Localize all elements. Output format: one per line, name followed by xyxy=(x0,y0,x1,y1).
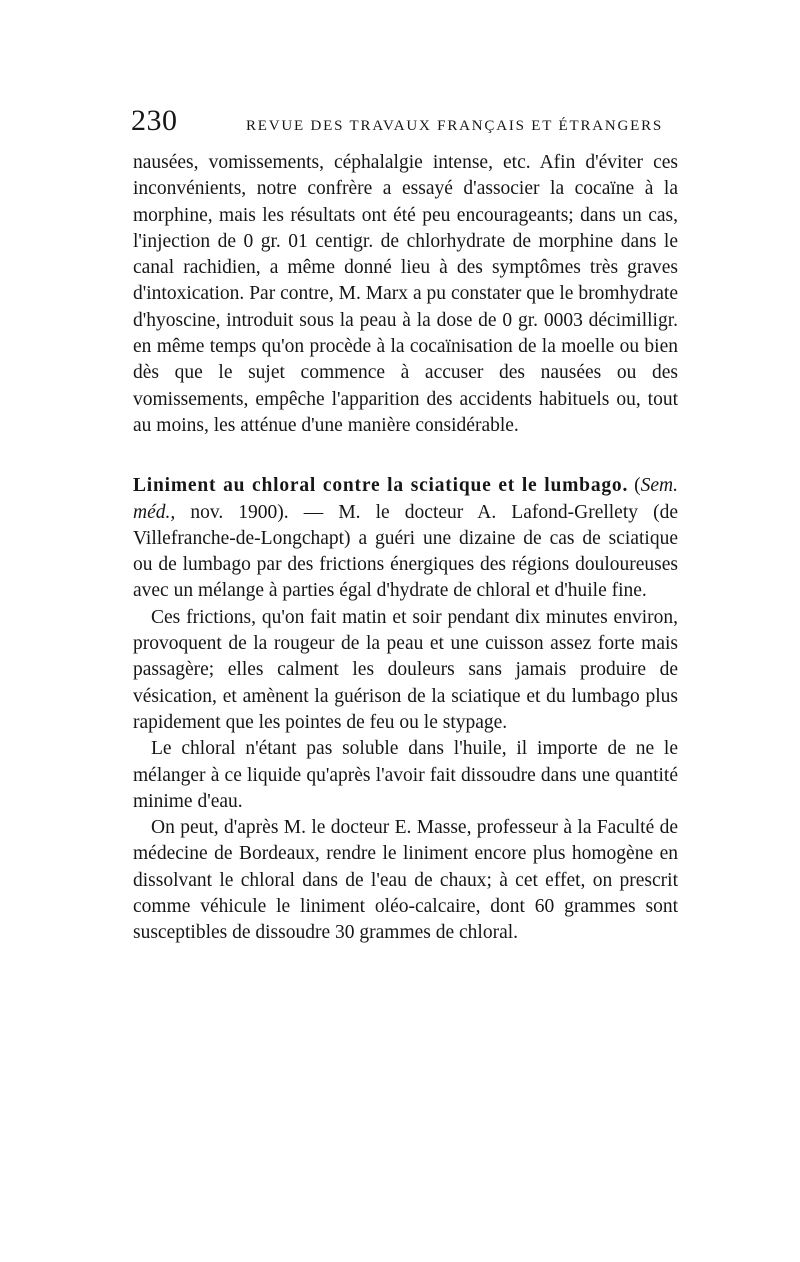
section-title: Liniment au chloral contre la sciatique et le lumbago. xyxy=(133,475,629,497)
running-head xyxy=(131,104,691,144)
section-intro-paragraph xyxy=(133,473,678,604)
source-open-paren: ( xyxy=(634,475,641,497)
chloral-liniment-section xyxy=(133,473,678,946)
section-intro-text: nov. 1900). — M. le docteur A. Lafond-Grellety (de Villefranche-de-Longchapt) a guéri une dizaine de cas de sciatique ou de lumbago par des frictions énergiques des régions douloureuses avec un mélange à parties égal d'hydrate de chloral et d'huile fine. xyxy=(133,501,678,602)
paragraph-solubility: Le chloral n'étant pas soluble dans l'huile, il importe de ne le mélanger à ce liquide qu'après l'avoir fait dissoudre dans une quantité minime d'eau. xyxy=(133,738,678,812)
paragraph-frictions: Ces frictions, qu'on fait matin et soir pendant dix minutes environ, provoquent de la rougeur de la peau et une cuisson assez forte mais passagère; elles calment les douleurs sans jamais produire de vésication, et amènent la guérison de la sciatique et du lumbago plus rapidement que les pointes de feu ou le stypage. xyxy=(133,606,678,733)
paragraph-masse: On peut, d'après M. le docteur E. Masse, professeur à la Faculté de médecine de Bordeaux, rendre le liniment encore plus homogène en dissolvant le chloral dans de l'eau de chaux; à cet effet, on prescrit comme véhicule le liniment oléo-calcaire, dont 60 grammes sont susceptibles de dissoudre 30 grammes de chloral. xyxy=(133,817,678,944)
continuation-paragraph: nausées, vomissements, céphalalgie intense, etc. Afin d'éviter ces inconvénients, notre confrère a essayé d'associer la cocaïne à la morphine, mais les résultats ont été peu encourageants; dans un cas, l'injection de 0 gr. 01 centigr. de chlorhydrate de morphine dans le canal rachidien, a même donné lieu à des symptômes très graves d'intoxication. Par contre, M. Marx a pu constater que le bromhydrate d'hyoscine, introduit sous la peau à la dose de 0 gr. 0003 décimilligr. en même temps qu'on procède à la cocaïnisation de la moelle ou bien dès que le sujet commence à accuser des nausées ou des vomissements, empêche l'apparition des accidents habituels ou, tout au moins, les atténue d'une manière considérable. xyxy=(133,152,678,436)
page-number: 230 xyxy=(131,104,178,137)
body-text xyxy=(133,150,678,947)
journal-title: REVUE DES TRAVAUX FRANÇAIS ET ÉTRANGERS xyxy=(246,118,664,134)
source-citation: Sem. méd., xyxy=(133,475,678,523)
